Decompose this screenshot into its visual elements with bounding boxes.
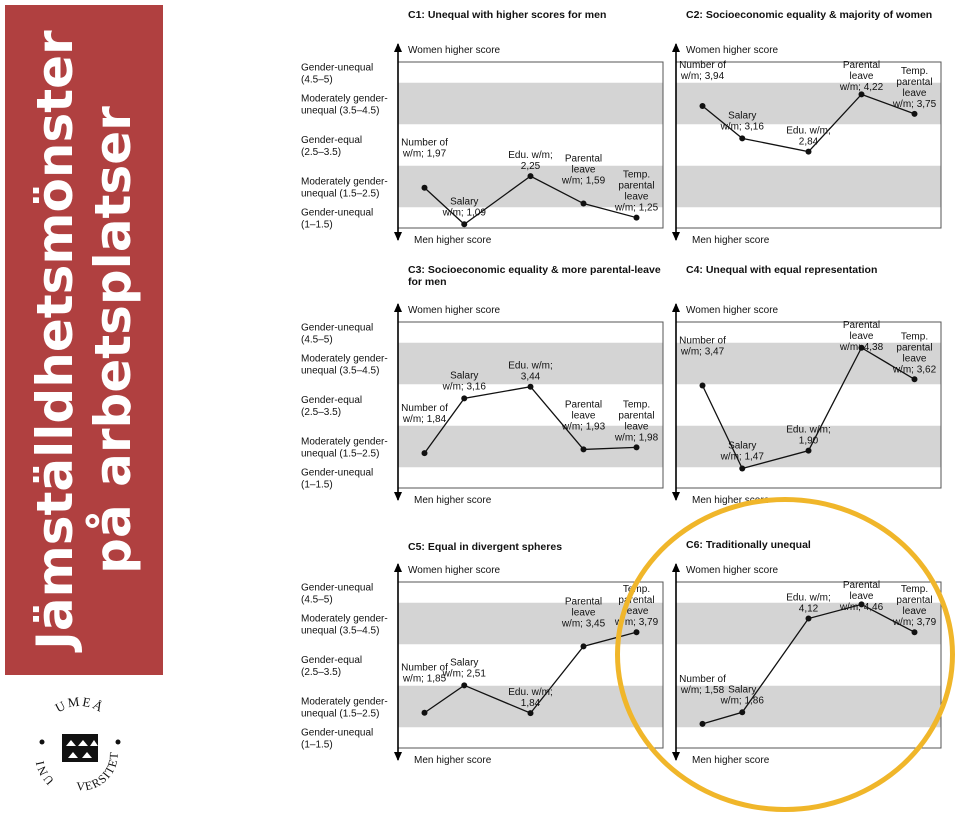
point-label: Number of w/m; 1,58 <box>679 673 726 696</box>
arrow-up-icon <box>672 303 680 312</box>
point-label: Parental leave w/m; 4,22 <box>839 60 884 93</box>
data-point <box>806 149 812 155</box>
point-label: Temp. parental leave w/m; 3,79 <box>892 584 937 629</box>
point-label: Parental leave w/m; 4,38 <box>839 320 884 353</box>
logo-bottom-text: VERSITET <box>76 751 121 794</box>
data-point <box>528 384 534 390</box>
point-label: Parental leave w/m; 1,59 <box>561 153 606 187</box>
band-label: Gender-equal (2.5–3.5) <box>301 655 363 678</box>
point-label: Temp. parental leave w/m; 1,98 <box>614 399 659 444</box>
data-point <box>739 135 745 141</box>
point-label: Number of w/m; 3,94 <box>679 60 726 82</box>
data-point <box>461 682 467 688</box>
chart-title: C4: Unequal with equal representation <box>686 264 878 276</box>
band-label: Gender-unequal (1–1.5) <box>301 467 374 491</box>
top-axis-label: Women higher score <box>686 305 779 316</box>
point-label: Temp. parental leave w/m; 1,25 <box>614 169 659 214</box>
point-label: Edu. w/m; 1,90 <box>786 424 831 447</box>
logo-top-text: UMEÅ <box>52 693 108 716</box>
point-label: Parental leave w/m; 3,45 <box>561 596 606 630</box>
point-label: Edu. w/m; 4,12 <box>786 592 831 615</box>
band-label: Gender-unequal (1–1.5) <box>301 207 374 231</box>
bottom-axis-label: Men higher score <box>692 495 770 506</box>
bottom-axis-label: Men higher score <box>692 235 770 246</box>
data-point <box>806 616 812 622</box>
arrow-down-icon <box>672 492 680 501</box>
point-label: Edu. w/m; 2,84 <box>786 125 831 148</box>
data-point <box>700 382 706 388</box>
banner-title-line-2: på arbetsplatser <box>84 106 142 574</box>
chart-title: C2: Socioeconomic equality & majority of women <box>686 9 933 21</box>
arrow-down-icon <box>394 492 402 501</box>
point-label: Parental leave w/m; 1,93 <box>561 399 606 433</box>
arrow-up-icon <box>394 43 402 52</box>
band-label: Moderately gender-unequal (3.5–4.5) <box>301 93 388 117</box>
top-axis-label: Women higher score <box>686 45 779 56</box>
banner-title-line-1: Jämställdhetsmönster <box>26 30 84 650</box>
data-point <box>634 629 640 635</box>
point-label: Number of w/m; 1,84 <box>401 403 448 426</box>
chart-title: C5: Equal in divergent spheres <box>408 541 563 553</box>
point-label: Salary w/m; 1,86 <box>720 684 764 707</box>
data-point <box>739 709 745 715</box>
band-label: Moderately gender-unequal (1.5–2.5) <box>301 176 388 200</box>
band-label: Gender-unequal (4.5–5) <box>301 62 374 86</box>
band-label: Gender-equal (2.5–3.5) <box>301 135 363 158</box>
arrow-down-icon <box>672 232 680 241</box>
band-label: Gender-unequal (4.5–5) <box>301 582 374 606</box>
data-point <box>422 450 428 456</box>
point-label: Salary w/m; 3,16 <box>720 110 764 133</box>
point-label: Temp. parental leave w/m; 3,75 <box>892 65 937 110</box>
data-point <box>912 376 918 382</box>
point-label: Edu. w/m; 3,44 <box>508 360 553 383</box>
chart-title: C6: Traditionally unequal <box>686 539 811 551</box>
data-point <box>461 395 467 401</box>
arrow-down-icon <box>394 752 402 761</box>
point-label: Salary w/m; 2,51 <box>442 657 486 680</box>
data-point <box>528 710 534 716</box>
point-label: Salary w/m; 1,09 <box>442 196 486 219</box>
point-label: Number of w/m; 1,97 <box>401 137 448 160</box>
data-point <box>422 185 428 191</box>
arrow-up-icon <box>672 43 680 52</box>
top-axis-label: Women higher score <box>408 45 501 56</box>
arrow-down-icon <box>394 232 402 241</box>
top-axis-label: Women higher score <box>408 305 501 316</box>
arrow-down-icon <box>672 752 680 761</box>
data-point <box>461 221 467 227</box>
band-label: Moderately gender-unequal (3.5–4.5) <box>301 613 388 637</box>
data-point <box>581 643 587 649</box>
point-label: Salary w/m; 1,47 <box>720 440 764 463</box>
band-label: Moderately gender-unequal (1.5–2.5) <box>301 696 388 720</box>
point-label: Temp. parental leave w/m; 3,62 <box>892 331 937 376</box>
arrow-up-icon <box>672 563 680 572</box>
band-label: Moderately gender-unequal (3.5–4.5) <box>301 353 388 377</box>
data-point <box>806 448 812 454</box>
data-point <box>700 721 706 727</box>
chart-title: C1: Unequal with higher scores for men <box>408 9 607 21</box>
data-point <box>634 215 640 221</box>
bottom-axis-label: Men higher score <box>414 495 492 506</box>
band-label: Gender-unequal (4.5–5) <box>301 322 374 346</box>
arrow-up-icon <box>394 563 402 572</box>
top-axis-label: Women higher score <box>686 565 779 576</box>
point-label: Parental leave w/m; 4,46 <box>839 580 884 613</box>
point-label: Edu. w/m; 2,25 <box>508 150 553 173</box>
band-label: Moderately gender-unequal (1.5–2.5) <box>301 436 388 460</box>
bottom-axis-label: Men higher score <box>414 755 492 766</box>
data-point <box>912 629 918 635</box>
data-point <box>739 465 745 471</box>
band-grey-1 <box>398 83 663 125</box>
band-label: Gender-equal (2.5–3.5) <box>301 395 363 418</box>
arrow-up-icon <box>394 303 402 312</box>
point-label: Number of w/m; 3,47 <box>679 335 726 358</box>
data-point <box>581 201 587 207</box>
data-point <box>634 444 640 450</box>
logo-left-text: UNI <box>32 758 57 788</box>
point-label: Temp. parental leave w/m; 3,79 <box>614 584 659 629</box>
top-axis-label: Women higher score <box>408 565 501 576</box>
data-point <box>422 710 428 716</box>
point-label: Number of w/m; 1,85 <box>401 662 448 685</box>
point-label: Salary w/m; 3,16 <box>442 370 486 393</box>
band-grey-2 <box>676 166 941 208</box>
data-point <box>912 111 918 117</box>
data-point <box>528 173 534 179</box>
bottom-axis-label: Men higher score <box>692 755 770 766</box>
point-label: Edu. w/m; 1,84 <box>508 687 553 710</box>
chart-title: C3: Socioeconomic equality & more parental-leave for men <box>408 264 661 288</box>
bottom-axis-label: Men higher score <box>414 235 492 246</box>
data-point <box>581 446 587 452</box>
band-label: Gender-unequal (1–1.5) <box>301 727 374 751</box>
data-point <box>700 103 706 109</box>
